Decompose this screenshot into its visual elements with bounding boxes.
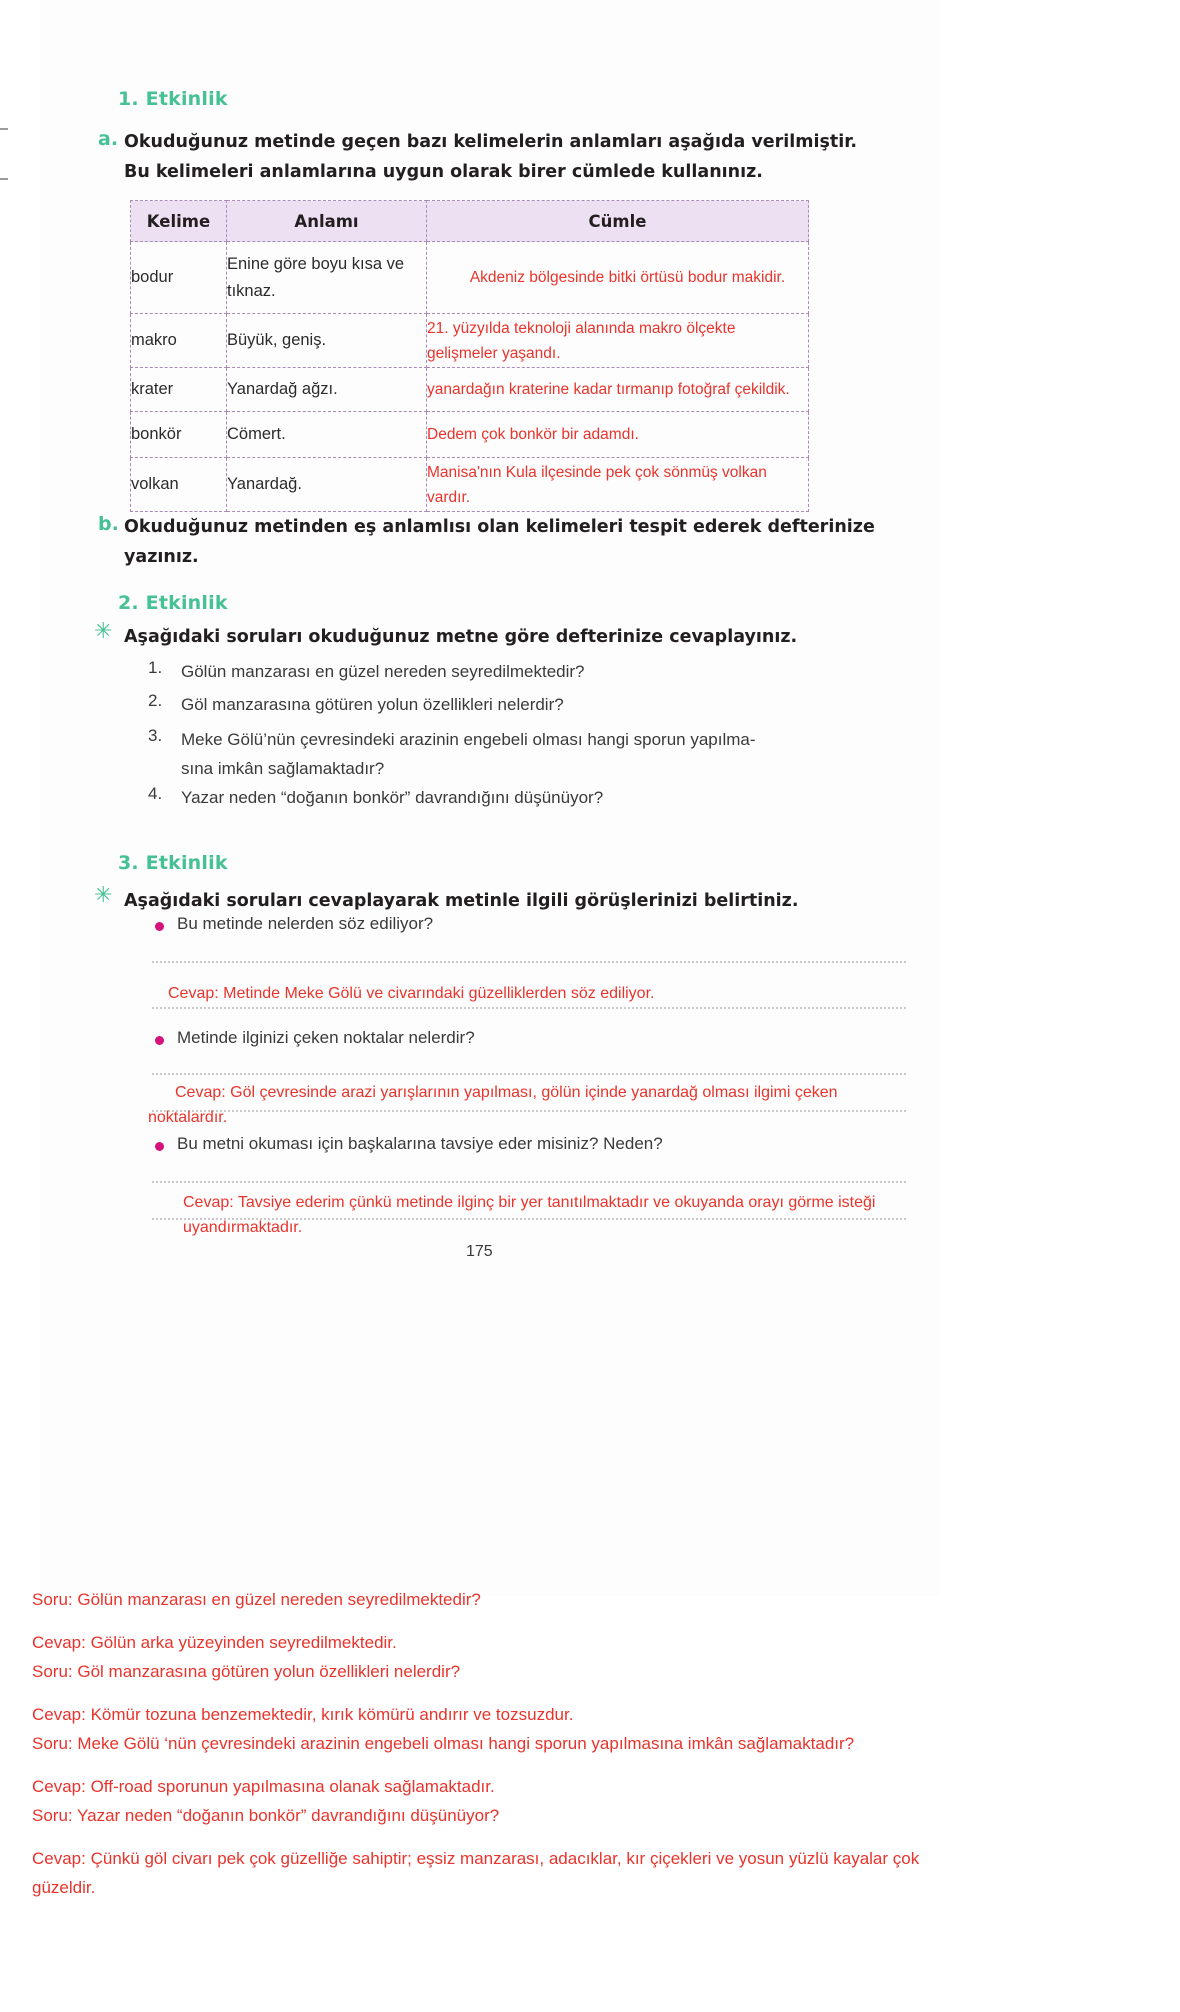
table-header-kelime: Kelime — [131, 201, 227, 242]
bullet-icon — [155, 1142, 164, 1151]
activity-1-item-a-letter: a. — [98, 128, 119, 150]
activity-3-question: Bu metni okuması için başkalarına tavsiye eder misiniz? Neden? — [177, 1134, 663, 1153]
transcript-line: Soru: Yazar neden “doğanın bonkör” davrandığını düşünüyor? — [32, 1806, 500, 1825]
bullet-icon — [155, 922, 164, 931]
activity-1-item-b-line2: yazınız. — [124, 547, 199, 567]
transcript-line: Soru: Gölün manzarası en güzel nereden seyredilmektedir? — [32, 1590, 481, 1609]
cell-anlam: Yanardağ. — [227, 458, 427, 512]
cell-cumle: Manisa'nın Kula ilçesinde pek çok sönmüş volkan vardır. — [427, 458, 809, 512]
question-text: Yazar neden “doğanın bonkör” davrandığını düşünüyor? — [181, 788, 604, 807]
cell-kelime: makro — [131, 314, 227, 368]
cell-kelime: bodur — [131, 242, 227, 314]
activity-2-title: 2. Etkinlik — [118, 592, 228, 614]
activity-3-question: Bu metinde nelerden söz ediliyor? — [177, 914, 434, 933]
cell-cumle: Akdeniz bölgesinde bitki örtüsü bodur makidir. — [427, 242, 809, 314]
transcript-line: Cevap: Kömür tozuna benzemektedir, kırık kömürü andırır ve tozsuzdur. — [32, 1705, 574, 1724]
transcript-gap — [32, 1830, 1152, 1844]
cell-cumle: 21. yüzyılda teknoloji alanında makro ölçekte gelişmeler yaşandı. — [427, 314, 809, 368]
activity-1-item-b-line1: Okuduğunuz metinden eş anlamlısı olan kelimeleri tespit ederek defterinize — [124, 517, 875, 537]
transcript-line: Cevap: Off-road sporunun yapılmasına olanak sağlamaktadır. — [32, 1777, 495, 1796]
activity-3-question: Metinde ilginizi çeken noktalar nelerdir? — [177, 1028, 475, 1047]
activity-3-instruction: Aşağıdaki soruları cevaplayarak metinle ilgili görüşlerinizi belirtiniz. — [124, 891, 799, 911]
question-number: 2. — [148, 691, 163, 710]
activity-1-item-b-letter: b. — [98, 513, 119, 535]
question-number: 4. — [148, 784, 163, 803]
transcript-line: Cevap: Çünkü göl civarı pek çok güzelliğe sahiptir; eşsiz manzarası, adacıklar, kır çiçekleri ve yosun yüzlü kayalar çok — [32, 1849, 920, 1868]
question-number: 1. — [148, 658, 163, 677]
cell-anlam: Cömert. — [227, 412, 427, 458]
activity-3-answer-cont: uyandırmaktadır. — [183, 1219, 303, 1236]
activity-3-answer: Cevap: Metinde Meke Gölü ve civarındaki güzelliklerden söz ediliyor. — [168, 985, 655, 1002]
table-row — [131, 242, 809, 314]
margin-tick-bottom — [0, 178, 8, 180]
answer-rule — [152, 1181, 906, 1183]
activity-3-title: 3. Etkinlik — [118, 852, 228, 874]
transcript-gap — [32, 1758, 1152, 1772]
table-row — [131, 368, 809, 412]
table-row — [131, 458, 809, 512]
question-text: Meke Gölü’nün çevresindeki arazinin engebeli olması hangi sporun yapılma- — [181, 730, 756, 749]
table-header-cumle: Cümle — [427, 201, 809, 242]
cell-anlam: Enine göre boyu kısa ve tıknaz. — [227, 242, 427, 314]
cell-kelime: bonkör — [131, 412, 227, 458]
cell-cumle: Dedem çok bonkör bir adamdı. — [427, 412, 809, 458]
answer-rule — [152, 961, 906, 963]
transcript-line: Soru: Meke Gölü ‘nün çevresindeki arazinin engebeli olması hangi sporun yapılmasına imkân sağlamaktadır? — [32, 1734, 855, 1753]
transcript-line: güzeldir. — [32, 1878, 96, 1897]
activity-1-item-a-line1: Okuduğunuz metinde geçen bazı kelimelerin anlamları aşağıda verilmiştir. — [124, 132, 858, 152]
question-text-cont: sına imkân sağlamaktadır? — [181, 759, 385, 778]
table-row — [131, 314, 809, 368]
activity-3-answer-cont: noktalardır. — [148, 1109, 228, 1126]
transcript-line: Cevap: Gölün arka yüzeyinden seyredilmektedir. — [32, 1633, 397, 1652]
star-icon: ✳ — [94, 882, 113, 907]
answer-rule — [152, 1073, 906, 1075]
cell-cumle: yanardağın kraterine kadar tırmanıp fotoğraf çekildik. — [427, 368, 809, 412]
transcript-line: Soru: Göl manzarasına götüren yolun özellikleri nelerdir? — [32, 1662, 461, 1681]
page-number: 175 — [466, 1243, 493, 1260]
bullet-icon — [155, 1036, 164, 1045]
margin-tick-top — [0, 128, 8, 130]
table-row — [131, 412, 809, 458]
cell-anlam: Büyük, geniş. — [227, 314, 427, 368]
cell-kelime: krater — [131, 368, 227, 412]
star-icon: ✳ — [94, 618, 113, 643]
transcript-gap — [32, 1686, 1152, 1700]
cell-anlam: Yanardağ ağzı. — [227, 368, 427, 412]
cell-kelime: volkan — [131, 458, 227, 512]
activity-2-instruction: Aşağıdaki soruları okuduğunuz metne göre defterinize cevaplayınız. — [124, 627, 798, 647]
activity-1-item-a-line2: Bu kelimeleri anlamlarına uygun olarak birer cümlede kullanınız. — [124, 162, 763, 182]
activity-3-answer: Cevap: Tavsiye ederim çünkü metinde ilginç bir yer tanıtılmaktadır ve okuyanda orayı görme isteği — [183, 1194, 876, 1211]
vocabulary-table — [130, 200, 809, 512]
transcript-gap — [32, 1614, 1152, 1628]
transcript-block — [32, 1585, 1152, 1902]
answer-rule — [152, 1007, 906, 1009]
question-text: Göl manzarasına götüren yolun özellikleri nelerdir? — [181, 695, 564, 714]
question-number: 3. — [148, 726, 163, 745]
activity-3-answer: Cevap: Göl çevresinde arazi yarışlarının yapılması, gölün içinde yanardağ olması ilgimi çeken — [175, 1084, 838, 1101]
table-header-anlami: Anlamı — [227, 201, 427, 242]
question-text: Gölün manzarası en güzel nereden seyredilmektedir? — [181, 662, 585, 681]
activity-1-title: 1. Etkinlik — [118, 88, 228, 110]
table-header-row — [131, 201, 809, 242]
